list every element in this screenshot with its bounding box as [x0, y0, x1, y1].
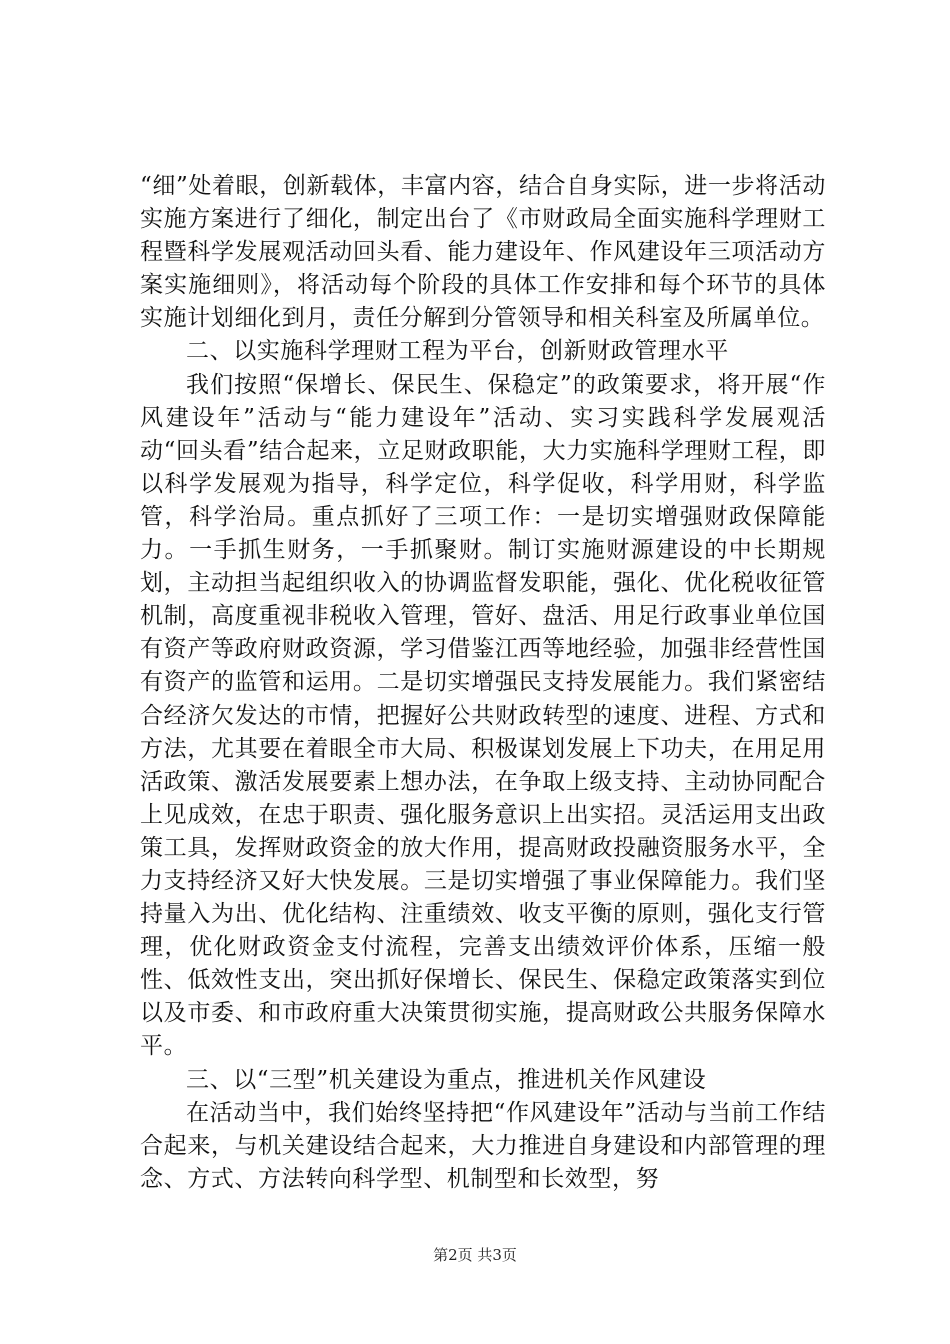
page-footer — [0, 1244, 950, 1265]
paragraph-continued: “细”处着眼，创新载体，丰富内容，结合自身实际，进一步将活动实施方案进行了细化，制定出台了《市财政局全面实施科学理财工程暨科学发展观活动回头看、能力建设年、作风建设年三项活动方案实施细则》，将活动每个阶段的具体工作安排和每个环节的具体实施计划细化到月，责任分解到分管领导和相关科室及所属单位。 — [140, 173, 826, 332]
paragraph-section-3: 在活动当中，我们始终坚持把“作风建设年”活动与当前工作结合起来，与机关建设结合起来，大力推进自身建设和内部管理的理念、方式、方法转向科学型、机制型和长效型，努 — [140, 1099, 826, 1192]
page-indicator: 第2页 共3页 — [433, 1246, 517, 1264]
document-body — [140, 170, 826, 1196]
paragraph-section-2: 我们按照“保增长、保民生、保稳定”的政策要求，将开展“作风建设年”活动与“能力建设年”活动、实习实践科学发展观活动“回头看”结合起来，立足财政职能，大力实施科学理财工程，即以科学发展观为指导，科学定位，科学促收，科学用财，科学监管，科学治局。重点抓好了三项工作：一是切实增强财政保障能力。一手抓生财务，一手抓聚财。制订实施财源建设的中长期规划，主动担当起组织收入的协调监督发职能，强化、优化税收征管机制，高度重视非税收入管理，管好、盘活、用足行政事业单位国有资产等政府财政资源，学习借鉴江西等地经验，加强非经营性国有资产的监管和运用。二是切实增强民支持发展能力。我们紧密结合经济欠发达的市情，把握好公共财政转型的速度、进程、方式和方法，尤其要在着眼全市大局、积极谋划发展上下功夫，在用足用活政策、激活发展要素上想办法，在争取上级支持、主动协同配合上见成效，在忠于职责、强化服务意识上出实招。灵活运用支出政策工具，发挥财政资金的放大作用，提高财政投融资服务水平，全力支持经济又好大快发展。三是切实增强了事业保障能力。我们坚持量入为出、优化结构、注重绩效、收支平衡的原则，强化支行管理，优化财政资金支付流程，完善支出绩效评价体系，压缩一般性、低效性支出，突出抓好保增长、保民生、保稳定政策落实到位以及市委、和市政府重大决策贯彻实施，提高财政公共服务保障水平。 — [140, 371, 826, 1060]
section-heading-2: 二、以实施科学理财工程为平台，创新财政管理水平 — [186, 338, 729, 365]
section-heading-3: 三、以“三型”机关建设为重点，推进机关作风建设 — [186, 1066, 707, 1093]
